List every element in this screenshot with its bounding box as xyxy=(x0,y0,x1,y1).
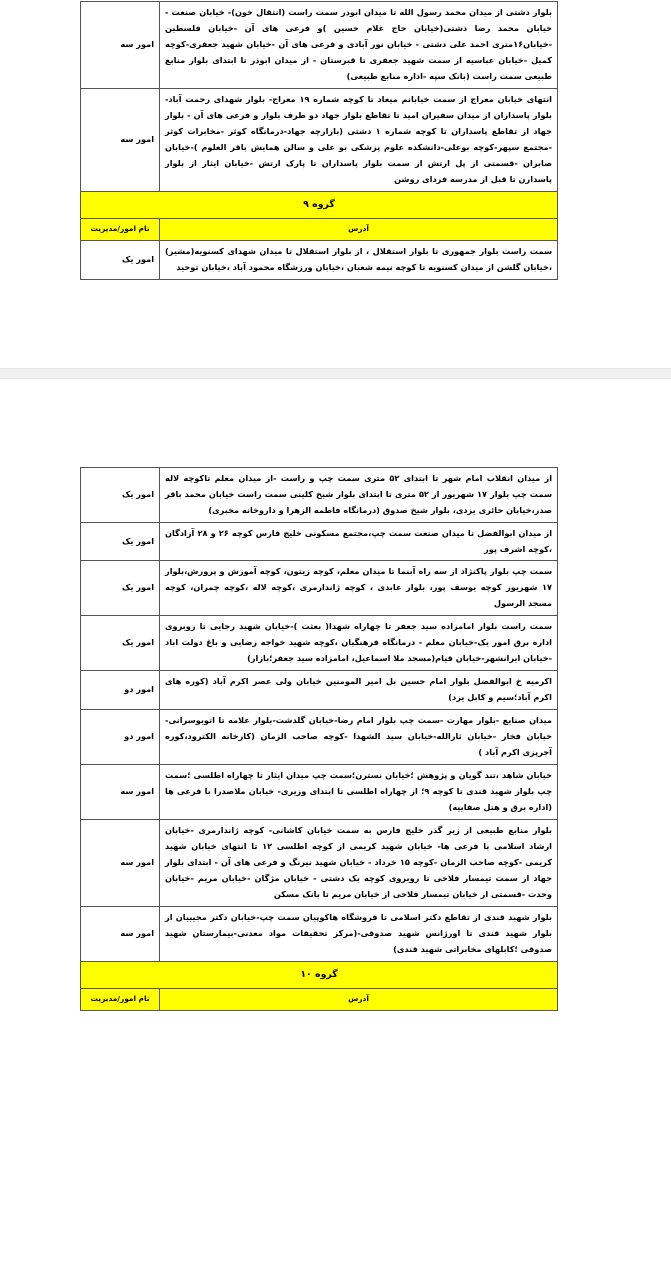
group-title-row xyxy=(81,962,558,989)
office-cell: امور یک xyxy=(81,616,160,671)
inter-page-gap-lower xyxy=(0,379,671,467)
address-cell: سمت چپ بلوار پاکنژاد از سه راه آبنما تا میدان معلم، کوچه زیتون، کوچه آموزش و پرورش،بلوار ۱۷ شهریور کوچه یوسف پور، بلوار عابدی ، کوچه ژاندارمری ،کوچه لاله ،کوچه چمران، کوچه مسجد الرسول xyxy=(160,561,558,616)
group-title: گروه ۹ xyxy=(81,191,558,218)
address-cell: انتهای خیابان معراج از سمت خیابانم میعاد تا کوچه شماره ۱۹ معراج- بلوار شهدای رحمت آباد-بلوار پاسداران از میدان سفیران امید تا تقاطع بلوار جهاد دو طرف بلوار و فرعی های آن - بلوار جهاد از تقاطع پاسداران تا کوچه شماره ۱ دشتی (بازارچه جهاد-درمانگاه کوثر -مخابرات کوثر -مجتمع سپهر-کوچه بوعلی-دانشکده علوم پزشکی بو علی و سالن همایش باقر العلوم )-خیابان صابران -قسمتی از پل ارتش از سمت بلوار پاسداران تا پارک ارتش -خیابان ایثار از بلوار پاسدارن تا قبل از مدرسه فردای روشن xyxy=(160,88,558,191)
table-row xyxy=(81,907,558,962)
table-row xyxy=(81,616,558,671)
table-row xyxy=(81,467,558,522)
address-column-header: آدرس xyxy=(160,219,558,240)
address-table-page-one xyxy=(80,1,558,280)
office-cell: امور سه xyxy=(81,88,160,191)
page-two-table-wrap xyxy=(0,467,671,1011)
office-column-header: نام امور/مدیریت xyxy=(81,989,160,1010)
address-cell: سمت راست بلوار امامزاده سید جعفر تا چهاراه شهدا( بعثت )-خیابان شهید رجایی تا روبروی اداره برق امور یک-خیابان معلم - درمانگاه فرهنگیان ،کوچه شهید خواجه رضایی و باغ دولت اباد -خیابان ایرانشهر-خیابان قیام(مسجد ملا اسماعیل، امامزاده سید جعفر؛بازار) xyxy=(160,616,558,671)
office-cell: امور یک xyxy=(81,522,160,561)
office-cell: امور یک xyxy=(81,240,160,279)
office-cell: امور سه xyxy=(81,907,160,962)
address-column-header: آدرس xyxy=(160,989,558,1010)
page-two-table-body xyxy=(81,467,558,1010)
address-cell: میدان صنایع -بلوار مهارت -سمت چپ بلوار امام رضا-خیابان گلدشت-بلوار علامه تا اتوبوسرانی-خیابان فخار -خیابان ثارالله-خیابان سید الشهدا -کوچه صاحب الزمان (کارخانه الکترود،کوره آجرپزی اکرم آباد ) xyxy=(160,710,558,765)
office-cell: امور سه xyxy=(81,765,160,820)
table-row xyxy=(81,671,558,710)
table-row xyxy=(81,561,558,616)
office-cell: امور یک xyxy=(81,467,160,522)
table-row xyxy=(81,522,558,561)
column-header-row xyxy=(81,219,558,240)
table-row xyxy=(81,2,558,89)
page-one-block xyxy=(0,0,671,280)
group-title-row xyxy=(81,191,558,218)
address-cell: بلوار شهید قندی از تقاطع دکتر اسلامی تا فروشگاه هاکوپیان سمت چپ-خیابان دکتر مجیبیان از بلوار شهید قندی تا اورژانس شهید صدوقی-(مرکز تحقیقات مواد معدنی-بیمارستان شهید صدوقی ؛کابلهای مخابراتی شهید قندی) xyxy=(160,907,558,962)
office-cell: امور دو xyxy=(81,671,160,710)
page-one-table-wrap xyxy=(0,1,671,280)
page-two-block xyxy=(0,467,671,1011)
address-cell: سمت راست بلوار جمهوری تا بلوار استقلال ، از بلوار استقلال تا میدان شهدای کسنویه(مشیر) ،خیابان گلشن از میدان کسنویه تا کوچه نیمه شعبان ،خیابان ورزشگاه محمود آباد ،خیابان توحید xyxy=(160,240,558,279)
office-column-header: نام امور/مدیریت xyxy=(81,219,160,240)
address-cell: خیابان شاهد ،تند گویان و پژوهش ؛خیابان نسترن؛سمت چپ میدان ایثار تا چهاراه اطلسی ؛سمت چپ بلوار شهید قندی تا کوچه ۹؛ از چهاراه اطلسی تا ابتدای وزیری- خیابان ملاصدرا با فرعی ها (اداره برق و هتل صفاییه) xyxy=(160,765,558,820)
office-cell: امور سه xyxy=(81,2,160,89)
table-row xyxy=(81,820,558,907)
group-title: گروه ۱۰ xyxy=(81,962,558,989)
address-cell: از میدان انقلاب امام شهر تا ابتدای ۵۲ متری سمت چپ و راست -از میدان معلم تاکوچه لاله سمت چپ بلوار ۱۷ شهریور از ۵۲ متری تا ابتدای بلوار شیخ کلینی سمت راست خیابان محمد باقر صدر،خیابان حائری یزدی، بلوار شیخ صدوق (درمانگاه فاطمه الزهرا و داروخانه مخبری) xyxy=(160,467,558,522)
address-cell: بلوار منابع طبیعی از زیر گذر خلیج فارس به سمت خیابان کاشانی- کوچه ژاندارمری -خیابان ارشاد اسلامی با فرعی ها- خیابان شهید کریمی از کوچه اطلسی ۱۲ تا انتهای خیابان شهید کریمی -کوچه صاحب الزمان -کوچه ۱۵ خرداد - خیابان شهید نیرنگ و فرعی های آن - ابتدای بلوار جهاد از سمت تیمسار فلاحی تا روبروی کوچه یک دشتی - خیابان مژگان -خیابان مریم -خیابان وحدت -قسمتی از خیابان تیمسار فلاحی از خیابان مریم تا بانک مسکن xyxy=(160,820,558,907)
page-break-separator xyxy=(0,368,671,379)
address-table-page-two xyxy=(80,467,558,1011)
office-cell: امور سه xyxy=(81,820,160,907)
address-cell: اکرمیه خ ابوالفضل بلوار امام حسین بل امیر المومنین خیابان ولی عصر اکرم آباد (کوره های اکرم آباد؛سیم و کابل یزد) xyxy=(160,671,558,710)
table-row xyxy=(81,88,558,191)
table-row xyxy=(81,765,558,820)
table-row xyxy=(81,710,558,765)
office-cell: امور دو xyxy=(81,710,160,765)
address-cell: بلوار دشتی از میدان محمد رسول الله تا میدان ابوذر سمت راست (انتقال خون)- خیابان صنعت - خیابان محمد رضا دشتی(خیابان حاج غلام حسین )و فرعی های آن -خیابان فلسطین -خیابان۱۶متری احمد علی دشتی - خیابان نور آبادی و فرعی های آن -خیابان شهید جعفری-کوچه کمیل -خیابان عباسیه از سمت شهید جعفری تا قبرستان - از میدان ابوذر تا ابتدای بلوار منابع طبیعی سمت راست (بانک سپه -اداره منابع طبیعی) xyxy=(160,2,558,89)
page-one-table-body xyxy=(81,2,558,280)
column-header-row xyxy=(81,989,558,1010)
inter-page-gap xyxy=(0,280,671,368)
office-cell: امور یک xyxy=(81,561,160,616)
address-cell: از میدان ابوالفضل تا میدان صنعت سمت چپ،مجتمع مسکونی خلیج فارس کوچه ۲۶ و ۲۸ آزادگان ،کوچه اشرف پور xyxy=(160,522,558,561)
table-row xyxy=(81,240,558,279)
